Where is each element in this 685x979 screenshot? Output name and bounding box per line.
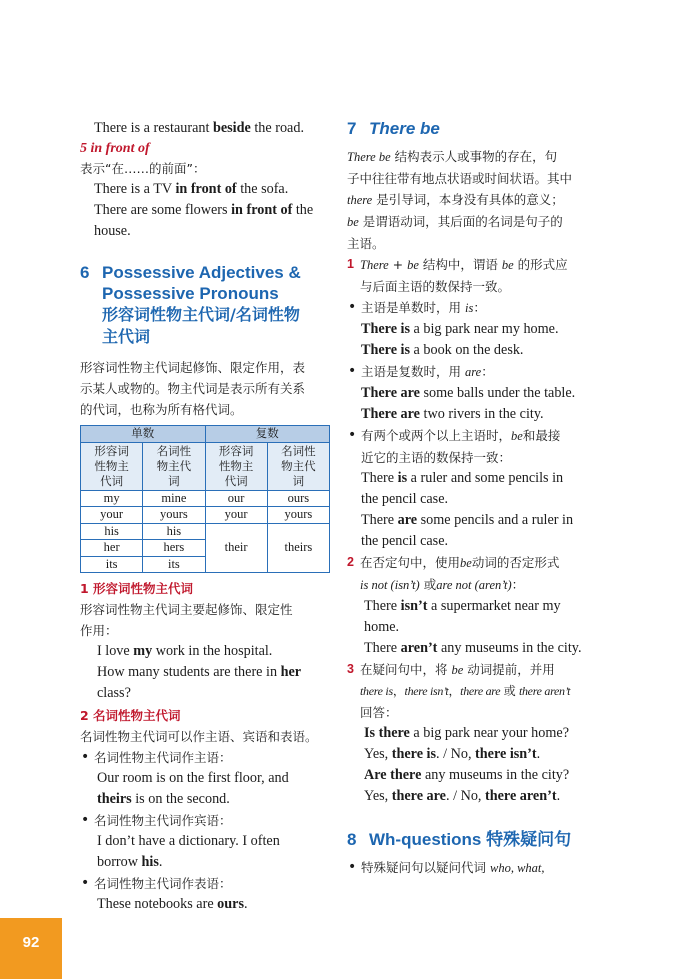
table-cell: my xyxy=(81,490,143,507)
bullet-item: • 名词性物主代词作表语： xyxy=(80,873,340,894)
section-heading-possessives xyxy=(80,262,340,348)
table-cell-merged: their xyxy=(205,523,267,573)
table-row xyxy=(81,523,330,540)
col-header-noun: 名词性 物主代 词 xyxy=(267,442,329,490)
point-number: 2 xyxy=(347,555,354,569)
example-sentence: There isn’t a supermarket near my xyxy=(364,598,561,614)
example-sentence: There are some flowers in front of the xyxy=(94,202,314,218)
table-cell: its xyxy=(81,556,143,573)
left-column xyxy=(80,118,340,915)
numbered-point: 2 在否定句中，使用be动词的否定形式 is not (isn’t) 或are not (aren’t)： xyxy=(347,552,609,596)
col-header-adj: 形容词 性物主 代词 xyxy=(81,442,143,490)
example-sentence: I don’t have a dictionary. I often xyxy=(97,833,280,849)
section-intro xyxy=(80,357,340,420)
example-sentence: I love my work in the hospital. xyxy=(97,643,273,659)
section-number: 8 xyxy=(347,830,357,849)
subheading-noun-possessive: 2 名词性物主代词 xyxy=(80,708,181,723)
table-cell: his xyxy=(81,523,143,540)
table-cell: our xyxy=(205,490,267,507)
example-sentence: There aren’t any museums in the city. xyxy=(364,640,582,656)
intro-line: 形容词性物主代词起修饰、限定作用，表 xyxy=(80,360,306,375)
numbered-point: 1 There + be 结构中，谓语 be 的形式应 与后面主语的数保持一致。 xyxy=(347,254,609,297)
example-sentence: borrow his. xyxy=(97,854,163,870)
example-sentence: There is a restaurant beside the road. xyxy=(94,120,304,136)
numbered-point: 3 在疑问句中，将 be 动词提前，并用 there is，there isn’t，there are 或 there aren’t 回答： xyxy=(347,659,609,723)
intro-line: 的代词，也称为所有格代词。 xyxy=(80,402,243,417)
description-text: 名词性物主代词可以作主语、宾语和表语。 xyxy=(80,729,318,744)
intro-line: 子中往往带有地点状语或时间状语。其中 xyxy=(347,171,573,186)
header-singular: 单数 xyxy=(81,426,206,443)
intro-line: There be 结构表示人或事物的存在，句 xyxy=(347,149,558,164)
table-row xyxy=(81,507,330,524)
description-text: 形容词性物主代词主要起修饰、限定性 xyxy=(80,602,293,617)
section-number: 6 xyxy=(80,263,90,282)
table-cell: your xyxy=(81,507,143,524)
table-cell: hers xyxy=(143,540,205,557)
example-sentence-cont: home. xyxy=(364,619,400,635)
example-sentence: Yes, there is. / No, there isn’t. xyxy=(364,746,541,762)
header-plural: 复数 xyxy=(205,426,330,443)
table-cell: yours xyxy=(267,507,329,524)
bullet-item: • 名词性物主代词作主语： xyxy=(80,747,340,768)
table-cell: your xyxy=(205,507,267,524)
example-sentence: Our room is on the first floor, and xyxy=(97,770,289,786)
col-header-noun: 名词性 物主代 词 xyxy=(143,442,205,490)
page-number-badge: 92 xyxy=(0,918,62,979)
example-sentence: There are some pencils and a ruler in xyxy=(361,512,574,528)
bullet-item: • 有两个或两个以上主语时，be和最接 xyxy=(347,425,609,447)
example-sentence-cont: the pencil case. xyxy=(361,491,449,507)
table-cell: ours xyxy=(267,490,329,507)
subsection-heading-in-front-of: 5 in front of xyxy=(80,141,150,156)
example-sentence: theirs is on the second. xyxy=(97,791,230,807)
example-sentence: There is a book on the desk. xyxy=(361,342,524,358)
bullet-item: • 主语是复数时，用 are： xyxy=(347,361,609,383)
intro-line: there 是引导词，本身没有具体的意义； xyxy=(347,192,564,207)
bullet-item-cont: 近它的主语的数保持一致： xyxy=(361,450,512,465)
example-sentence: Yes, there are. / No, there aren’t. xyxy=(364,788,561,804)
section-heading-there-be xyxy=(347,118,609,140)
example-sentence: These notebooks are ours. xyxy=(97,896,248,912)
point-number: 3 xyxy=(347,662,354,676)
example-sentence-cont: class? xyxy=(97,685,131,701)
col-header-adj: 形容词 性物主 代词 xyxy=(205,442,267,490)
section-title: There be xyxy=(369,119,440,138)
example-sentence: Are there any museums in the city? xyxy=(364,767,570,783)
description-text: 作用： xyxy=(80,623,118,638)
section-title-zh-2: 主代词 xyxy=(102,327,151,346)
section-heading-wh-questions xyxy=(347,829,609,851)
table-cell: her xyxy=(81,540,143,557)
section-number: 7 xyxy=(347,119,357,138)
section-title-en-1: Possessive Adjectives & xyxy=(102,263,301,282)
subheading-adjective-possessive: 1 形容词性物主代词 xyxy=(80,581,194,596)
bullet-item: • 主语是单数时，用 is： xyxy=(347,297,609,319)
table-cell: yours xyxy=(143,507,205,524)
table-cell: mine xyxy=(143,490,205,507)
example-sentence: There is a TV in front of the sofa. xyxy=(94,181,289,197)
point-number: 1 xyxy=(347,257,354,271)
meaning-text: 表示“在……的前面”： xyxy=(80,161,206,176)
possessive-pronoun-table xyxy=(80,425,330,573)
right-column xyxy=(347,118,609,879)
example-sentence-cont: house. xyxy=(94,223,131,239)
example-sentence-cont: the pencil case. xyxy=(361,533,449,549)
bullet-item: • 特殊疑问句以疑问代词 who, what, xyxy=(347,857,609,879)
example-sentence: There is a big park near my home. xyxy=(361,321,559,337)
table-cell: its xyxy=(143,556,205,573)
example-sentence: There is a ruler and some pencils in xyxy=(361,470,564,486)
table-cell: his xyxy=(143,523,205,540)
table-cell-merged: theirs xyxy=(267,523,329,573)
table-row xyxy=(81,490,330,507)
example-sentence: There are some balls under the table. xyxy=(361,385,576,401)
intro-line: 示某人或物的。物主代词是表示所有关系 xyxy=(80,381,306,396)
bullet-item: • 名词性物主代词作宾语： xyxy=(80,810,340,831)
example-sentence: There are two rivers in the city. xyxy=(361,406,544,422)
example-sentence: Is there a big park near your home? xyxy=(364,725,569,741)
intro-line: be 是谓语动词，其后面的名词是句子的 xyxy=(347,214,563,229)
section-title-zh-1: 形容词性物主代词/名词性物 xyxy=(102,305,300,324)
example-sentence: How many students are there in her xyxy=(97,664,302,680)
intro-line: 主语。 xyxy=(347,236,385,251)
section-title: Wh-questions 特殊疑问句 xyxy=(369,830,572,849)
section-title-en-2: Possessive Pronouns xyxy=(102,284,279,303)
